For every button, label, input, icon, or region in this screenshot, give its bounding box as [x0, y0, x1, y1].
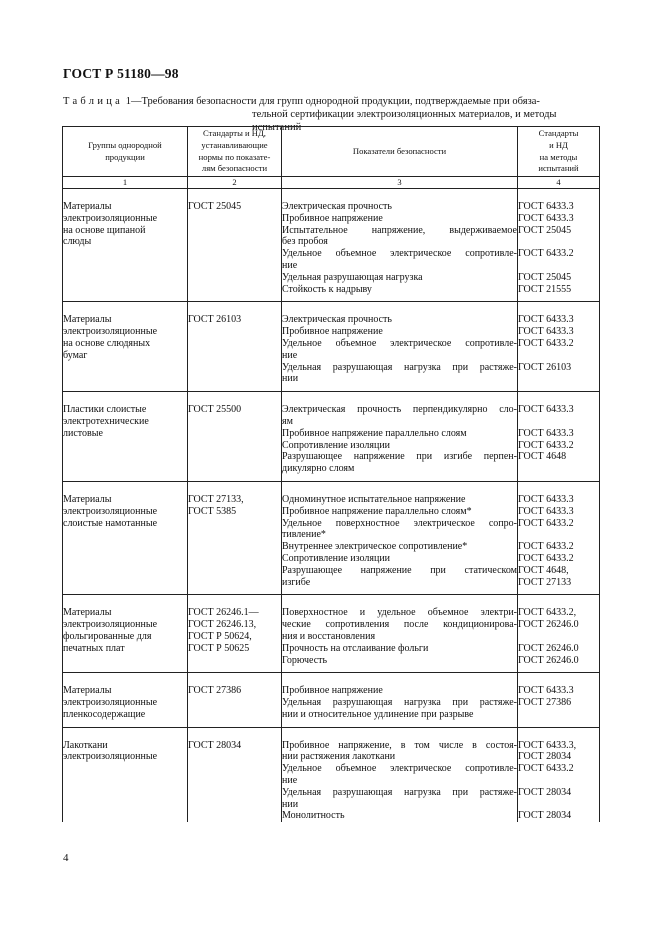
cell-line: Разрушающее напряжение при статическом	[282, 564, 517, 576]
cell-line: Электрическая прочность	[282, 201, 392, 212]
cell-line: ГОСТ 26103	[188, 314, 242, 326]
caption-dash: —	[131, 96, 142, 107]
cell-test-methods	[518, 189, 600, 302]
cell-line: на основе слюдяных	[63, 337, 151, 349]
cell-test-methods	[518, 673, 600, 727]
cell-line: ГОСТ 27386	[188, 685, 242, 697]
cell-line: Удельная разрушающая нагрузка при растяже-	[282, 786, 517, 798]
cell-line: ГОСТ 6433.3	[518, 505, 574, 517]
cell-line: Пластики слоистые	[63, 404, 147, 416]
cell-line: ГОСТ 27386	[518, 697, 572, 709]
cell-line: листовые	[63, 427, 103, 439]
cell-line: электроизоляционные	[63, 619, 158, 631]
cell-line: Удельное объемное электрическое сопротивле-	[282, 248, 517, 260]
cell-line: пленкосодержащие	[63, 708, 146, 720]
cell-line	[518, 260, 599, 272]
cell-line: ГОСТ Р 50625	[188, 642, 250, 654]
cell-line: ГОСТ 4648	[518, 451, 567, 463]
cell-line: ГОСТ 6433.2	[518, 541, 574, 553]
cell-line	[518, 373, 599, 385]
cell-standards	[188, 189, 282, 302]
table-row	[63, 189, 600, 302]
table-number: 1	[125, 96, 132, 107]
cell-line: Пробивное напряжение параллельно слоям*	[282, 505, 472, 517]
cell-line: Стойкость к надрыву	[282, 283, 372, 295]
cell-line: ние	[282, 349, 298, 361]
cell-safety-indicators	[282, 595, 518, 673]
cell-line: ям	[282, 415, 293, 427]
document-code: ГОСТ Р 51180—98	[63, 66, 179, 81]
cell-line: электротехнические	[63, 415, 149, 427]
cell-line: Пробивное напряжение	[282, 326, 383, 338]
cell-line: Удельное объемное электрическое сопротивле-	[282, 763, 517, 775]
cell-line: нии растяжения лакоткани	[282, 751, 396, 763]
cell-line: ГОСТ 6433.3	[518, 685, 574, 697]
cell-safety-indicators	[282, 392, 518, 482]
cell-product-group	[63, 189, 188, 302]
cell-line: ГОСТ 6433.2	[518, 763, 574, 775]
cell-standards	[188, 727, 282, 822]
header-test-methods	[518, 127, 600, 177]
cell-product-group	[63, 727, 188, 822]
column-number-row	[63, 177, 600, 189]
cell-line: ГОСТ 26246.13,	[188, 619, 257, 631]
cell-line: ГОСТ 6433.3	[518, 212, 574, 224]
cell-line: ГОСТ 28034	[518, 751, 572, 763]
cell-line: ГОСТ 6433.2	[518, 552, 574, 564]
cell-line: Удельное поверхностное электрическое сопро-	[282, 517, 517, 529]
cell-line: ние	[282, 259, 298, 271]
header-line: и НД	[549, 139, 568, 150]
table-row	[63, 481, 600, 594]
cell-line: Удельная разрушающая нагрузка	[282, 271, 423, 283]
header-line: Стандарты и НД,	[203, 127, 266, 138]
cell-line: ГОСТ 26246.0	[518, 642, 579, 654]
cell-line: Пробивное напряжение	[282, 685, 383, 697]
cell-line: ния и восстановления	[282, 630, 376, 642]
column-number: 3	[282, 177, 518, 189]
cell-line: ние	[282, 775, 298, 787]
cell-line: Удельная разрушающая нагрузка при растяже-	[282, 361, 517, 373]
cell-standards	[188, 302, 282, 392]
page-number: 4	[63, 852, 69, 864]
cell-line	[518, 775, 599, 787]
cell-line: Удельное объемное электрическое сопротивле-	[282, 337, 517, 349]
safety-requirements-table	[62, 126, 600, 822]
table-row	[63, 727, 600, 822]
cell-line: Поверхностное и удельное объемное электри-	[282, 607, 517, 619]
header-line: продукции	[105, 151, 145, 162]
cell-line: ГОСТ 27133	[518, 576, 572, 588]
cell-line: без пробоя	[282, 236, 328, 248]
cell-line: Одноминутное испытательное напряжение	[282, 493, 466, 505]
cell-line: на основе щипаной	[63, 224, 146, 236]
header-line: Группы однородной	[88, 139, 162, 150]
cell-test-methods	[518, 727, 600, 822]
cell-line: Лакоткани	[63, 739, 108, 751]
cell-line: ГОСТ 26246.0	[518, 654, 579, 666]
cell-line: печатных плат	[63, 642, 125, 654]
cell-line: ГОСТ 25045	[188, 201, 242, 212]
cell-standards	[188, 481, 282, 594]
header-line: на методы	[539, 151, 578, 162]
cell-safety-indicators	[282, 302, 518, 392]
table-row	[63, 595, 600, 673]
cell-line	[518, 416, 599, 428]
column-number: 2	[188, 177, 282, 189]
header-line: Стандарты	[538, 127, 579, 138]
cell-line: слоистые намотанные	[63, 517, 158, 529]
cell-safety-indicators	[282, 189, 518, 302]
cell-line: ГОСТ 6433.2,	[518, 607, 577, 619]
cell-line: фольгированные для	[63, 630, 152, 642]
cell-line: электроизоляционные	[63, 505, 158, 517]
cell-product-group	[63, 481, 188, 594]
cell-line: ГОСТ 26246.1—	[188, 607, 259, 619]
cell-line: Материалы	[63, 314, 112, 326]
cell-standards	[188, 392, 282, 482]
cell-product-group	[63, 302, 188, 392]
cell-line: Разрушающее напряжение при изгибе перпен-	[282, 451, 517, 463]
cell-line: электроизоляционные	[63, 697, 158, 709]
cell-line: ГОСТ 28034	[518, 810, 572, 822]
cell-line: ГОСТ 6433.2	[518, 517, 574, 529]
cell-line: электроизоляционные	[63, 326, 158, 338]
header-line: лям безопасности	[201, 163, 268, 174]
cell-line: ГОСТ 6433.3	[518, 427, 574, 439]
cell-line: ГОСТ 28034	[188, 739, 242, 751]
cell-line: ГОСТ 6433.3,	[518, 739, 577, 751]
cell-line	[518, 631, 599, 643]
cell-test-methods	[518, 481, 600, 594]
cell-line: слюды	[63, 236, 92, 248]
cell-line: ГОСТ 6433.2	[518, 439, 574, 451]
cell-line: ГОСТ 25045	[518, 271, 572, 283]
header-line: нормы по показате-	[198, 151, 271, 162]
cell-line: Испытательное напряжение, выдерживаемое	[282, 224, 517, 236]
cell-line: ГОСТ 6433.2	[518, 337, 574, 349]
cell-safety-indicators	[282, 673, 518, 727]
cell-line: Пробивное напряжение параллельно слоям	[282, 427, 467, 439]
cell-line: ГОСТ 21555	[518, 283, 572, 295]
cell-line: Материалы	[63, 201, 112, 212]
cell-line: нии	[282, 373, 299, 385]
column-number: 4	[518, 177, 600, 189]
caption-text-line1: Требования безопасности для групп однородной продукции, подтверждаемые при обяза-	[141, 96, 540, 107]
table-header-row	[63, 127, 600, 177]
header-line: устанавливающие	[201, 139, 268, 150]
header-product-groups	[63, 127, 188, 177]
cell-line: ГОСТ 28034	[518, 786, 572, 798]
cell-line: ГОСТ 6433.2	[518, 248, 574, 260]
table-row	[63, 673, 600, 727]
cell-line: нии	[282, 798, 299, 810]
cell-line	[518, 236, 599, 248]
cell-line: ГОСТ 5385	[188, 505, 237, 517]
cell-line: ГОСТ 6433.3	[518, 201, 574, 212]
header-line: испытаний	[538, 163, 579, 174]
column-number: 1	[63, 177, 188, 189]
cell-line: Сопротивление изоляции	[282, 552, 391, 564]
cell-line: ГОСТ 26246.0	[518, 619, 579, 631]
cell-safety-indicators	[282, 481, 518, 594]
cell-line: Пробивное напряжение, в том числе в состоя-	[282, 739, 517, 751]
cell-line: бумаг	[63, 349, 88, 361]
cell-line	[518, 709, 599, 721]
cell-line: Электрическая прочность	[282, 314, 392, 326]
cell-line: Электрическая прочность перпендикулярно сло-	[282, 404, 517, 416]
cell-line: нии и относительное удлинение при разрыве	[282, 708, 474, 720]
cell-line: Удельная разрушающая нагрузка при растяже-	[282, 697, 517, 709]
cell-line: Материалы	[63, 493, 112, 505]
cell-product-group	[63, 392, 188, 482]
cell-line: электроизоляционные	[63, 212, 158, 224]
cell-test-methods	[518, 302, 600, 392]
cell-line: Материалы	[63, 685, 112, 697]
cell-line: ГОСТ Р 50624,	[188, 630, 252, 642]
table-row	[63, 392, 600, 482]
cell-line: Материалы	[63, 607, 112, 619]
cell-line	[518, 529, 599, 541]
cell-line: Прочность на отслаивание фольги	[282, 642, 429, 654]
cell-test-methods	[518, 392, 600, 482]
cell-standards	[188, 673, 282, 727]
header-line: Показатели безопасности	[352, 145, 447, 156]
table-label: Таблица	[63, 96, 124, 107]
cell-standards	[188, 595, 282, 673]
cell-line: дикулярно слоям	[282, 463, 355, 475]
cell-line: Сопротивление изоляции	[282, 439, 391, 451]
cell-line: ческие сопротивления после кондиционирова-	[282, 619, 517, 631]
cell-line: ГОСТ 27133,	[188, 493, 244, 505]
caption-text-line2: тельной сертификации электроизоляционных материалов, и методы испытаний	[252, 109, 557, 133]
cell-line: изгибе	[282, 576, 311, 588]
cell-line: ГОСТ 6433.3	[518, 404, 574, 416]
cell-product-group	[63, 595, 188, 673]
cell-line	[518, 799, 599, 811]
cell-test-methods	[518, 595, 600, 673]
cell-line: ГОСТ 4648,	[518, 564, 569, 576]
cell-line: ГОСТ 6433.3	[518, 326, 574, 338]
cell-line: Внутреннее электрическое сопротивление*	[282, 541, 468, 553]
cell-line: ГОСТ 25045	[518, 224, 572, 236]
header-safety-indicators	[282, 127, 518, 177]
table-row	[63, 302, 600, 392]
cell-line: ГОСТ 6433.3	[518, 314, 574, 326]
cell-line: электроизоляционные	[63, 751, 158, 763]
cell-line: Горючесть	[282, 654, 328, 666]
cell-line: Монолитность	[282, 810, 345, 822]
cell-line: ГОСТ 25500	[188, 404, 242, 416]
cell-line: Пробивное напряжение	[282, 212, 383, 224]
cell-line	[518, 463, 599, 475]
cell-product-group	[63, 673, 188, 727]
cell-line: ГОСТ 6433.3	[518, 493, 574, 505]
cell-line: ГОСТ 26103	[518, 361, 572, 373]
cell-line	[518, 350, 599, 362]
cell-line: тивление*	[282, 529, 326, 541]
cell-safety-indicators	[282, 727, 518, 822]
header-standards	[188, 127, 282, 177]
